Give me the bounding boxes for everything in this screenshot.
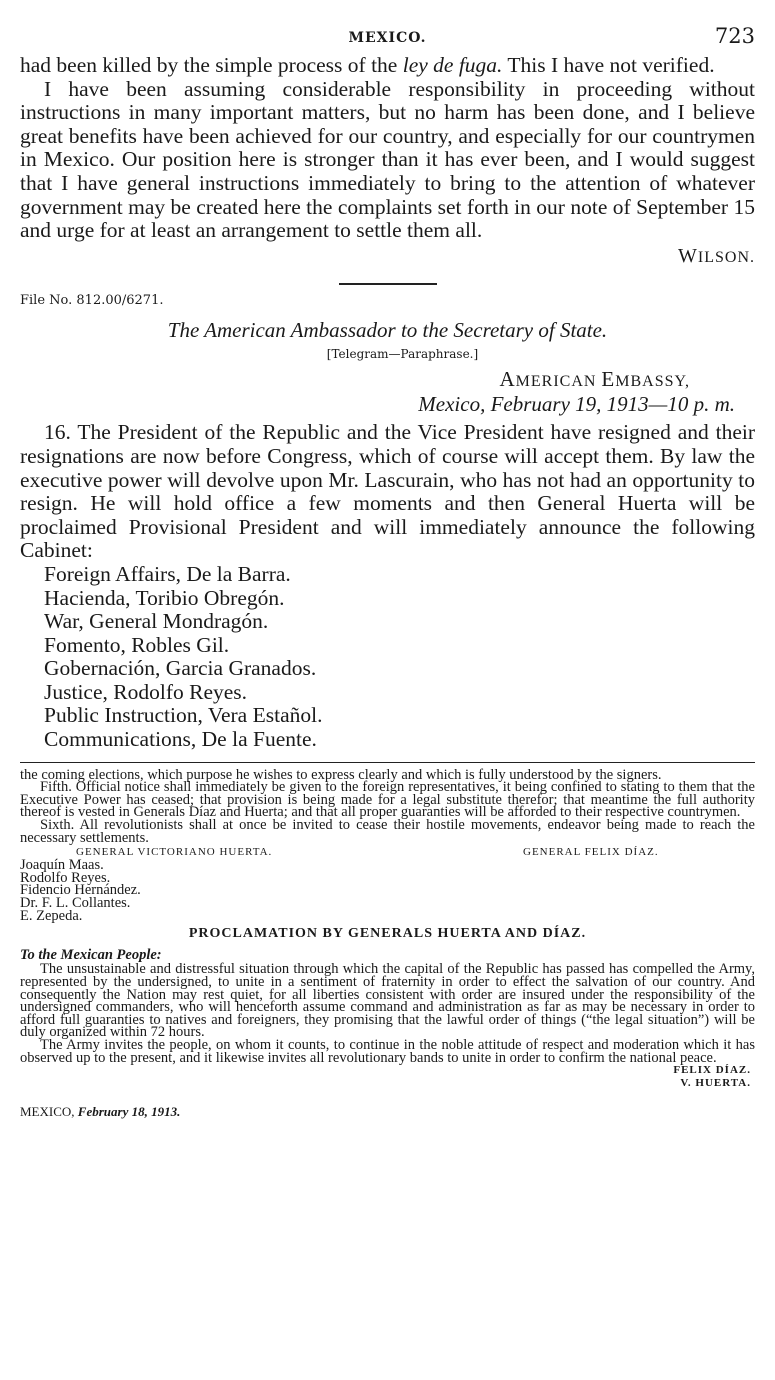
letter-signature: WILSON.	[678, 244, 755, 267]
page-number: 723	[714, 24, 755, 48]
telegram-body	[20, 421, 755, 751]
letter-paragraph-1: had been killed by the simple process of the ley de fuga. This I have not verified.	[20, 53, 715, 77]
signers-list	[20, 859, 755, 922]
signer: E. Zepeda.	[20, 907, 83, 924]
cabinet-item: Hacienda, Toribio Obregón.	[44, 585, 285, 610]
signature-huerta: V. HUERTA.	[680, 1077, 751, 1090]
proclamation-addressee: To the Mexican People:	[20, 946, 162, 963]
signature-diaz: FELIX DÍAZ.	[673, 1064, 751, 1077]
footnote-rule	[20, 762, 755, 763]
embassy-place: AMERICAN EMBASSY,	[499, 367, 690, 392]
telegram-subtitle: [Telegram—Paraphrase.]	[326, 347, 479, 362]
cabinet-item: Justice, Rodolfo Reyes.	[44, 679, 248, 704]
document-page	[20, 22, 755, 1119]
section-divider	[339, 283, 437, 285]
telegram-paragraph: 16. The President of the Republic and the Vice President have resigned and their resignations are now before Congress, which of course will accept them. By law the executive power will devolve upon Mr. Lascurain, who has not had an opportunity to resign. He will hold office a few moments and then General Huerta will be proclaimed Provisional President and will immediately announce the following Cabinet:	[20, 420, 755, 563]
letter-body	[20, 54, 755, 269]
cabinet-item: Communications, De la Fuente.	[44, 727, 317, 752]
dateline: Mexico, February 19, 1913—10 p. m.	[418, 392, 735, 417]
document-title: The American Ambassador to the Secretary of State.	[167, 318, 608, 343]
letter-paragraph-2: I have been assuming considerable responsibility in proceeding without instructions in many important matters, but no harm has been done, and I believe great benefits have been achieved for our country, and especially for our countrymen in Mexico. Our position here is stronger than it has ever been, and I would suggest that I have general instructions immediately to bring to the attention of whatever government may be created here the complaints set forth in our note of September 15 and urge for at least an arrangement to settle them all.	[20, 76, 755, 243]
signer: Joaquín Maas.	[20, 857, 104, 874]
cabinet-item: Gobernación, Garcia Granados.	[44, 656, 317, 681]
signer: Dr. F. L. Collantes.	[20, 895, 131, 911]
cabinet-item: Fomento, Robles Gil.	[44, 632, 230, 657]
file-number: File No. 812.00/6271.	[20, 293, 164, 309]
proclamation-paragraph-2: The Army invites the people, on whom it counts, to continue in the noble attitude of respect and moderation which it has observed up to the present, and it likewise invites all revolutionary bands to unite in order to confirm the national peace.	[20, 1036, 755, 1066]
generals-signatures	[20, 844, 755, 859]
general-huerta: GENERAL VICTORIANO HUERTA.	[76, 846, 273, 859]
general-diaz: GENERAL FELIX DÍAZ.	[523, 846, 659, 859]
footnote-continuation: the coming elections, which purpose he wishes to express clearly and which is fully understood by the signers.	[20, 766, 662, 783]
footnote-sixth: Sixth. All revolutionists shall at once be invited to cease their hostile movements, endeavor being made to reach the necessary settlements.	[20, 817, 755, 846]
cabinet-item: War, General Mondragón.	[44, 609, 269, 634]
cabinet-item: Foreign Affairs, De la Barra.	[44, 561, 291, 586]
italic-phrase: ley de fuga.	[402, 53, 503, 77]
signer: Fidencio Hernández.	[20, 882, 141, 899]
cabinet-item: Public Instruction, Vera Estañol.	[44, 703, 323, 728]
running-title: MEXICO.	[348, 30, 427, 46]
footnote-fifth: Fifth. Official notice shall immediately be given to the foreign representatives, it being confined to stating to them that the Executive Power has ceased; that provision is being made for a legal substitute therefor; that meantime the full authority thereof is vested in Generals Díaz and Huerta; and that all proper guaranties will be afforded to their respective countrymen.	[20, 779, 755, 821]
cabinet-list	[44, 563, 755, 752]
footnote-section	[20, 766, 755, 1120]
proclamation-paragraph-1: The unsustainable and distressful situation through which the capital of the Republic has passed has compelled the Army, represented by the undersigned, to unite in a sentiment of fraternity in order to effect the salvation of our country. And consequently the Nation may rest quiet, for all liberties consistent with order are insured under the responsibility of the undersigned commanders, who will henceforth assume command and administration as far as may be necessary in order to afford full guaranties to natives and foreigners, they promising that the lawful order of things (“the legal situation”) will be duly organized within 72 hours.	[20, 961, 755, 1041]
signer: Rodolfo Reyes.	[20, 869, 111, 886]
page-header	[20, 22, 755, 54]
proclamation-date: MEXICO, February 18, 1913.	[20, 1104, 181, 1120]
proclamation-signatures	[20, 1064, 755, 1090]
proclamation-title: PROCLAMATION BY GENERALS HUERTA AND DÍAZ.	[188, 926, 587, 942]
